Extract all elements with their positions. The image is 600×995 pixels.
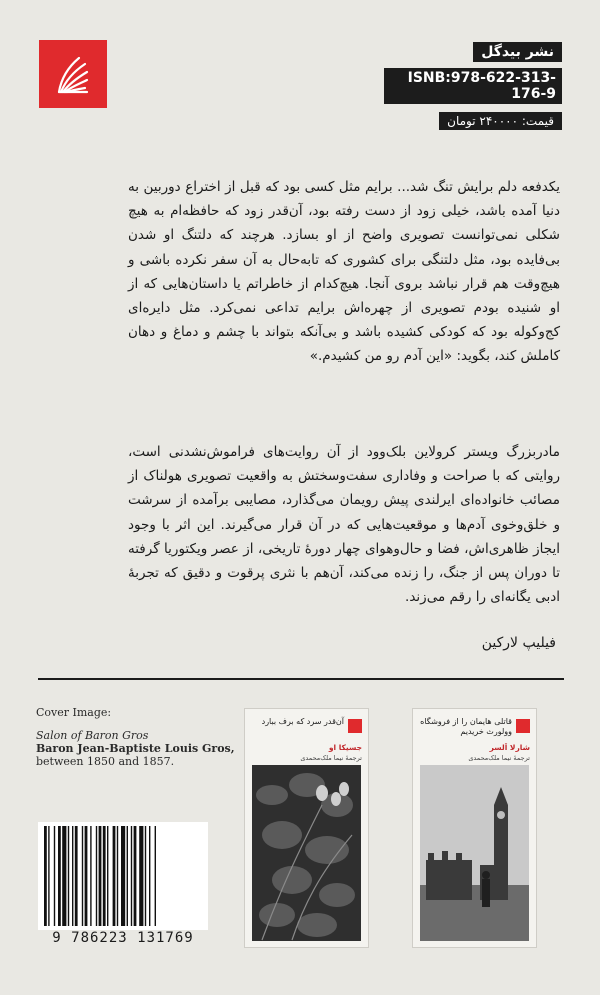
barcode-bars bbox=[42, 822, 204, 930]
book-title: آن‌قدر سرد که برف ببارد bbox=[261, 717, 344, 726]
book-cover-photo-big-ben bbox=[420, 765, 529, 941]
blurb-paragraph-1: یکدفعه دلم برایش تنگ شد... برایم مثل کسی بود که قبل از اختراع دوربین به دنیا آمده باشد، خیلی زود از دست رفته بود، آن‌قدر زود که حافظه‌ام به هیچ شکلی نمی‌توانست تصویری واضح از او بسازد. هرچند که دلتنگ او شدن بی‌فایده بود، مثل دلتنگی برای کشوری که تابه‌حال به آن سفر نکرده باشی و هیچ‌وقت هم قرار نباشد بروی آنجا. هیچ‌کدام از خاطراتم یا داستان‌هایی که از او شنیده بودم تصویری از چهره‌اش برایم تداعی نمی‌کرد. مثل دایره‌ای کج‌وکوله بود که کودکی کشیده باشد و بی‌آنکه بتواند با چشم و دماغ و دهان کاملش کند، بگوید: «این آدم رو من کشیدم.» bbox=[128, 179, 560, 365]
book-translator: ترجمهٔ نیما ملک‌محمدی bbox=[300, 754, 362, 762]
publisher-info bbox=[384, 41, 562, 130]
publisher-name: نشر بیدگل bbox=[473, 42, 562, 62]
signature: فیلیپ لارکین bbox=[481, 635, 556, 651]
book-fan-icon bbox=[39, 40, 107, 108]
price: قیمت: ۲۴۰۰۰۰ تومان bbox=[439, 112, 562, 130]
blurb-paragraph-2: مادربزرگ ویستر کرولاین بلک‌وود از آن روایت‌های فراموش‌نشدنی است، روایتی که با صراحت و وفاداری سفت‌وسختش به واقعیت تصویری هولناک از مصائب خانواده‌ای ایرلندی پیش رویمان می‌گذارد، مصایبی برآمده از سرشت و خلق‌وخوی آدم‌ها و موقعیت‌هایی که در آن قرار می‌گیرند. این اثر با وجود ایجاز ظاهری‌اش، فضا و حال‌وهوای چهار دورهٔ تاریخی، از عصر ویکتوریا گرفته تا دوران پس از جنگ، را زنده می‌کند، آن‌هم با نثری پرقوت و دقیق که تجربهٔ ادبی یگانه‌ای را رقم می‌زند. bbox=[128, 444, 560, 606]
barcode-number: 9 786223 131769 bbox=[52, 930, 194, 946]
cover-image-label: Cover Image: bbox=[36, 706, 112, 719]
isbn: ISNB:978-622-313-176-9 bbox=[384, 68, 562, 104]
cover-image-title: Salon of Baron Gros bbox=[36, 729, 149, 742]
book-thumbnail-2 bbox=[412, 708, 537, 948]
cover-image-date: between 1850 and 1857. bbox=[36, 755, 175, 768]
barcode bbox=[38, 822, 208, 930]
book-logo-icon bbox=[516, 719, 530, 733]
book-cover-photo-foliage bbox=[252, 765, 361, 941]
book-thumbnail-1 bbox=[244, 708, 369, 948]
divider bbox=[38, 678, 564, 680]
book-logo-icon bbox=[348, 719, 362, 733]
cover-image-artist: Baron Jean-Baptiste Louis Gros, bbox=[36, 742, 235, 755]
book-translator: ترجمهٔ نیما ملک‌محمدی bbox=[468, 754, 530, 762]
book-author: جسیکا او bbox=[328, 743, 362, 752]
book-author: شارلا اَلسر bbox=[489, 743, 530, 752]
publisher-logo bbox=[39, 40, 107, 108]
book-title: قاتلی هایمان را از فروشگاه وولورث خریدیم bbox=[420, 717, 512, 736]
cover-image-credit bbox=[36, 706, 236, 768]
